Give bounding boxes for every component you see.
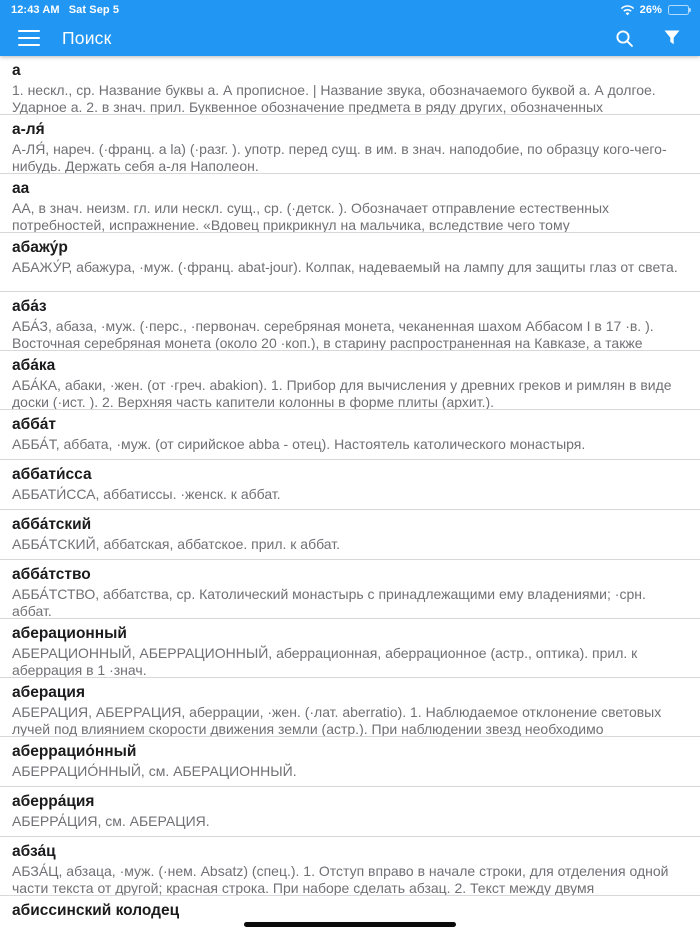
entry-headword: аберация (12, 684, 86, 701)
entry-definition: 1. нескл., ср. Название буквы а. А прописное. | Название звука, обозначаемого буквой а. А долгое. Ударное а. 2. в знач. прил. Буквенное обозначение предмета в ряду других, обозначенных (12, 82, 656, 115)
dictionary-entry[interactable] (0, 410, 700, 460)
entry-definition: А-ЛЯ́, нареч. (·франц. a la) (·разг. ). употр. перед сущ. в им. в знач. наподобие, по образцу кого-чего-нибудь. Держать себя а-ля Наполеон. (12, 141, 667, 174)
home-indicator[interactable] (244, 922, 456, 927)
dictionary-entry[interactable] (0, 460, 700, 510)
entry-headword: аббати́сса (12, 466, 92, 483)
navigation-bar (0, 20, 700, 56)
dictionary-entry[interactable] (0, 351, 700, 410)
entry-definition: АБЕРРАЦИО́ННЫЙ, см. АБЕРАЦИОННЫЙ. (12, 763, 297, 779)
filter-icon[interactable] (662, 28, 682, 48)
battery-icon (668, 5, 689, 15)
entry-headword: а (12, 62, 21, 79)
status-time: 12:43 AM (11, 4, 60, 16)
entry-headword: аа (12, 180, 30, 197)
dictionary-entry[interactable] (0, 737, 700, 787)
entry-headword: абза́ц (12, 843, 56, 860)
battery-nub (689, 8, 691, 12)
entry-definition: АББАТИ́ССА, аббатиссы. ·женск. к аббат. (12, 486, 281, 502)
status-bar-right (620, 4, 689, 16)
entry-headword: аберра́ция (12, 793, 95, 810)
page-title: Поиск (62, 27, 112, 48)
entry-headword: аберационный (12, 625, 127, 642)
dictionary-entry[interactable] (0, 115, 700, 174)
entry-headword: абба́т (12, 416, 56, 433)
entry-definition: АББА́Т, аббата, ·муж. (от сирийское abba - отец). Настоятель католического монастыря. (12, 436, 586, 452)
dictionary-entry[interactable] (0, 837, 700, 896)
hamburger-menu-icon[interactable] (18, 30, 40, 46)
entry-headword: аба́з (12, 298, 47, 315)
entry-definition: АБЕРРА́ЦИЯ, см. АБЕРАЦИЯ. (12, 813, 210, 829)
dictionary-entry[interactable] (0, 787, 700, 837)
entry-headword: абба́тство (12, 566, 91, 583)
toolbar-actions (613, 27, 682, 50)
dictionary-entry[interactable] (0, 174, 700, 233)
dictionary-list (0, 56, 700, 938)
entry-definition: АБАЖУ́Р, абажура, ·муж. (·франц. abat-jour). Колпак, надеваемый на лампу для защиты глаз от света. (12, 259, 678, 275)
entry-headword: абажу́р (12, 239, 68, 256)
entry-definition: АББА́ТСКИЙ, аббатская, аббатское. прил. к аббат. (12, 536, 341, 552)
app-header (0, 0, 700, 56)
entry-headword: аба́ка (12, 357, 56, 374)
dictionary-entry[interactable] (0, 619, 700, 678)
entry-definition: АБЕРАЦИЯ, АБЕРРАЦИЯ, аберрации, ·жен. (·лат. aberratio). 1. Наблюдаемое отклонение световых лучей под влиянием скорости движения земли (астр.). При наблюдении звезд необходимо (12, 704, 662, 737)
dictionary-entry[interactable] (0, 678, 700, 737)
status-bar (0, 0, 700, 20)
entry-definition: АББА́ТСТВО, аббатства, ср. Католический монастырь с принадлежащими ему владениями; ·срн. аббат. (12, 586, 646, 619)
battery-percent: 26% (639, 4, 662, 16)
status-bar-left (11, 4, 119, 16)
dictionary-entry[interactable] (0, 560, 700, 619)
entry-headword: аберрацио́нный (12, 743, 137, 760)
dictionary-entry[interactable] (0, 292, 700, 351)
entry-definition: АА, в знач. неизм. гл. или нескл. сущ., ср. (·детск. ). Обозначает отправление естественных потребностей, испражнение. «Вдовец прикрикнул на мальчика, вследствие чего тому (12, 200, 610, 233)
dictionary-entry[interactable] (0, 233, 700, 292)
entry-headword: а-ля́ (12, 121, 45, 138)
dictionary-entry[interactable] (0, 510, 700, 560)
entry-definition: АБА́КА, абаки, ·жен. (от ·греч. abakion). 1. Прибор для вычисления у древних греков и римлян в виде доски (·ист. ). 2. Верхняя часть капители колонны в форме плиты (архит.). (12, 377, 672, 410)
entry-definition: АБА́З, абаза, ·муж. (·перс., ·первонач. серебряная монета, чеканенная шахом Аббасом I в 17 ·в. ). Восточная серебряная монета (около 20 ·коп.), в старину распространенная на Кавказе, а также (12, 318, 654, 351)
entry-definition: АБЕРАЦИОННЫЙ, АБЕРРАЦИОННЫЙ, аберрационная, аберрационное (астр., оптика). прил. к аберрация в 1 ·знач. (12, 645, 638, 678)
wifi-icon (620, 5, 635, 16)
dictionary-entry[interactable] (0, 56, 700, 115)
dictionary-entry[interactable] (0, 896, 700, 938)
search-icon[interactable] (613, 27, 636, 50)
entry-headword: абба́тский (12, 516, 92, 533)
status-date: Sat Sep 5 (68, 4, 120, 16)
entry-headword: абиссинский колодец (12, 902, 180, 919)
entry-definition: АБЗА́Ц, абзаца, ·муж. (·нем. Absatz) (спец.). 1. Отступ вправо в начале строки, для отделения одной части текста от другой; красная строка. При наборе сделать абзац. 2. Текст между двумя (12, 863, 669, 896)
